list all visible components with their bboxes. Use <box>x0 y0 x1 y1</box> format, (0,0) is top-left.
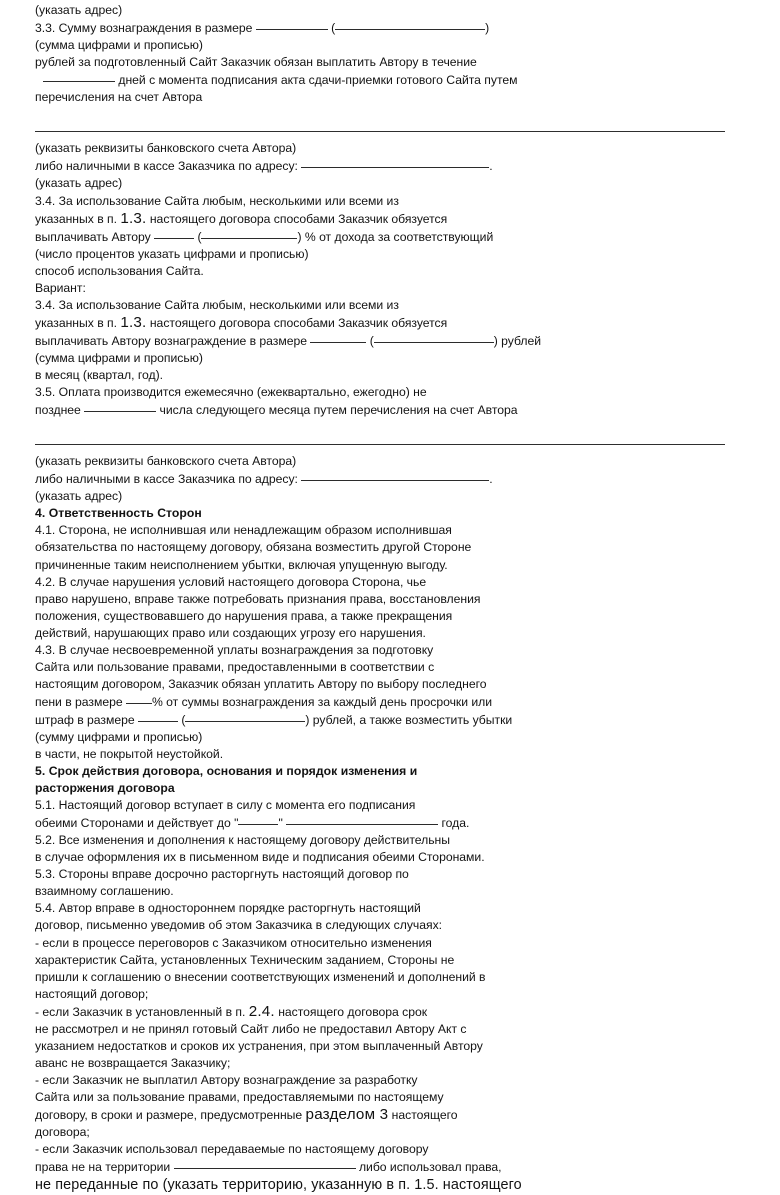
text-line: (указать адрес) <box>35 3 123 17</box>
line-text: ) рублей, а также возместить убытки <box>305 712 513 727</box>
line-text: ( <box>327 21 336 36</box>
line-text: штраф в размере <box>35 712 138 727</box>
text-line-clause-3-4-variant: 3.4. За использование Сайта любым, несколькими или всеми из <box>35 297 399 312</box>
line-text: выплачивать Автору <box>35 229 155 244</box>
text-line-valid-until <box>35 814 763 832</box>
line-text: . <box>489 159 493 174</box>
blank-field-days[interactable] <box>43 71 115 82</box>
section-heading-5-line-2: расторжения договора <box>35 781 175 796</box>
blank-field-cash-address[interactable] <box>301 157 489 168</box>
document-text-body <box>35 2 763 1195</box>
text-line-bullet: - если Заказчик использовал передаваемые по настоящему договору <box>35 1142 429 1157</box>
text-line-hint: (сумма цифрами и прописью) <box>35 350 203 365</box>
text-line: положения, существовавшего до нарушения права, а также прекращения <box>35 608 453 623</box>
blank-field-percent-words[interactable] <box>201 228 297 239</box>
text-line-payment-day <box>35 401 763 419</box>
line-text: ( <box>366 333 374 348</box>
blank-field-amount-digits[interactable] <box>256 19 328 30</box>
text-line-clause-5-1: 5.1. Настоящий договор вступает в силу с момента его подписания <box>35 798 416 813</box>
line-text: числа следующего месяца путем перечисления на счет Автора <box>156 403 518 418</box>
line-text: % от суммы вознаграждения за каждый день просрочки или <box>151 694 493 709</box>
line-text: ) рублей <box>493 333 542 348</box>
text-line: пришли к соглашению о внесении соответствующих изменений и дополнений в <box>35 969 486 984</box>
text-line: рублей за подготовленный Сайт Заказчик обязан выплатить Автору в течение <box>35 55 477 70</box>
line-text: либо наличными в кассе Заказчика по адресу: <box>35 159 302 174</box>
text-line-penalty-percent <box>35 693 763 711</box>
clause-reference-1-3: 1.3. <box>120 313 147 331</box>
blank-field-reward-digits[interactable] <box>310 332 366 343</box>
line-text: дней с момента подписания акта сдачи-приемки готового Сайта путем <box>115 73 518 88</box>
clause-reference-2-4: 2.4. <box>248 1002 275 1020</box>
line-text: - если Заказчик в установленный в п. <box>35 1004 249 1019</box>
text-line-ref-1-3 <box>35 314 763 332</box>
text-line: право нарушено, вправе также потребовать признания права, восстановления <box>35 591 481 606</box>
text-line: в случае оформления их в письменном виде и подписания обеими Сторонами. <box>35 850 485 865</box>
blank-field-penalty-percent[interactable] <box>126 693 152 704</box>
line-text: пени в размере <box>35 694 126 709</box>
text-line: договора; <box>35 1125 90 1140</box>
line-text: указанных в п. <box>35 211 121 226</box>
text-line-hint: (сумму цифрами и прописью) <box>35 729 203 744</box>
text-line-clause-5-3: 5.3. Стороны вправе досрочно расторгнуть настоящий договор по <box>35 867 409 882</box>
text-line: взаимному соглашению. <box>35 884 174 899</box>
blank-field-cash-address[interactable] <box>301 470 489 481</box>
section-heading-5-line-1: 5. Срок действия договора, основания и порядок изменения и <box>35 764 418 779</box>
blank-field-day[interactable] <box>238 814 278 825</box>
blank-spacer <box>35 419 763 436</box>
blank-field-fine-words[interactable] <box>185 711 305 722</box>
text-line-hint: (сумма цифрами и прописью) <box>35 38 203 53</box>
line-text: 3.3. Сумму вознаграждения в размере <box>35 21 256 36</box>
line-text: либо наличными в кассе Заказчика по адресу: <box>35 472 302 487</box>
line-text: ( <box>177 712 186 727</box>
line-text: ) % от дохода за соответствующий <box>297 229 494 244</box>
blank-field-territory[interactable] <box>174 1158 356 1169</box>
clause-reference-1-3: 1.3. <box>120 209 147 227</box>
text-line: аванс не возвращается Заказчику; <box>35 1055 231 1070</box>
horizontal-rule-bank-details <box>35 131 725 132</box>
text-line-last-clipped: не переданные по (указать территорию, указанную в п. 1.5. настоящего <box>35 1177 522 1194</box>
blank-field-amount-words[interactable] <box>335 19 485 30</box>
text-line: действий, нарушающих право или создающих угрозу его нарушения. <box>35 625 426 640</box>
text-line: не рассмотрел и не принял готовый Сайт либо не предоставил Автору Акт с <box>35 1021 467 1036</box>
line-text: ( <box>194 229 202 244</box>
text-line-clause-3-3 <box>35 19 763 37</box>
line-text: выплачивать Автору вознаграждение в размере <box>35 333 311 348</box>
text-line-clause-3-5: 3.5. Оплата производится ежемесячно (ежеквартально, ежегодно) не <box>35 385 427 400</box>
text-line-cash-address <box>35 157 763 175</box>
text-line: Сайта или пользование правами, предоставленными в соответствии с <box>35 659 435 674</box>
rule-row-bank-details-1 <box>35 123 763 140</box>
line-text: настоящего договора срок <box>274 1004 428 1019</box>
text-line-fine <box>35 711 763 729</box>
text-line: перечисления на счет Автора <box>35 90 203 105</box>
text-line: указанием недостатков и сроков их устранения, при этом выплаченный Автору <box>35 1038 483 1053</box>
text-line-clause-3-4: 3.4. За использование Сайта любым, несколькими или всеми из <box>35 193 399 208</box>
rule-row-bank-details-2 <box>35 436 763 453</box>
text-line: обязательства по настоящему договору, обязана возместить другой Стороне <box>35 540 472 555</box>
text-line-days <box>35 71 763 89</box>
text-line: в месяц (квартал, год). <box>35 367 163 382</box>
horizontal-rule-bank-details <box>35 444 725 445</box>
line-text: настоящего договора способами Заказчик обязуется <box>146 315 448 330</box>
line-text: позднее <box>35 403 85 418</box>
blank-field-reward-words[interactable] <box>374 332 494 343</box>
section-reference-3: разделом 3 <box>305 1106 389 1123</box>
text-line-hint: (указать реквизиты банковского счета Автора) <box>35 454 297 469</box>
text-line-reward <box>35 332 763 350</box>
text-line-bullet: - если Заказчик не выплатил Автору вознаграждение за разработку <box>35 1072 418 1087</box>
text-line-territory <box>35 1158 763 1176</box>
line-text: права не на территории <box>35 1160 174 1175</box>
blank-spacer <box>35 106 763 123</box>
text-line-bullet-ref-2-4 <box>35 1003 763 1021</box>
blank-field-percent-digits[interactable] <box>154 228 194 239</box>
text-line-clause-5-4: 5.4. Автор вправе в одностороннем порядке расторгнуть настоящий <box>35 901 421 916</box>
line-text: договору, в сроки и размере, предусмотренные <box>35 1108 306 1122</box>
line-text: настоящего договора способами Заказчик обязуется <box>146 211 448 226</box>
line-text: указанных в п. <box>35 315 121 330</box>
line-text: обеими Сторонами и действует до " <box>35 816 239 831</box>
text-line: Сайта или за пользование правами, предоставляемыми по настоящему <box>35 1089 444 1104</box>
text-line-clause-4-1: 4.1. Сторона, не исполнившая или ненадлежащим образом исполнившая <box>35 523 452 538</box>
text-line-ref-section-3 <box>35 1106 763 1124</box>
blank-field-fine-digits[interactable] <box>138 711 178 722</box>
text-line: в части, не покрытой неустойкой. <box>35 747 224 762</box>
text-line: характеристик Сайта, установленных Техническим заданием, Стороны не <box>35 952 455 967</box>
text-line-cash-address <box>35 470 763 488</box>
blank-field-payment-day[interactable] <box>84 401 156 412</box>
text-line: договор, письменно уведомив об этом Заказчика в следующих случаях: <box>35 918 443 933</box>
text-line-hint: (число процентов указать цифрами и прописью) <box>35 246 309 261</box>
line-text: настоящего <box>388 1108 458 1122</box>
line-text: " <box>278 816 287 831</box>
text-line: причиненные таким неисполнением убытки, включая упущенную выгоду. <box>35 557 448 572</box>
text-line-clause-4-3: 4.3. В случае несвоевременной уплаты вознаграждения за подготовку <box>35 642 434 657</box>
blank-field-month-year[interactable] <box>286 814 438 825</box>
section-heading-4: 4. Ответственность Сторон <box>35 506 202 521</box>
line-text: . <box>489 472 493 487</box>
text-line: настоящий договор; <box>35 986 149 1001</box>
text-line-clause-5-2: 5.2. Все изменения и дополнения к настоящему договору действительны <box>35 833 450 848</box>
text-line-clause-4-2: 4.2. В случае нарушения условий настоящего договора Сторона, чье <box>35 574 427 589</box>
text-line-hint: (указать адрес) <box>35 489 123 504</box>
text-line-variant-label: Вариант: <box>35 280 86 295</box>
text-line-hint: (указать реквизиты банковского счета Автора) <box>35 141 297 156</box>
text-line: настоящим договором, Заказчик обязан уплатить Автору по выбору последнего <box>35 676 487 691</box>
text-line-hint: (указать адрес) <box>35 176 123 191</box>
line-text: ) <box>485 21 490 36</box>
text-line-percent <box>35 228 763 246</box>
line-text: года. <box>438 816 470 831</box>
text-line-bullet: - если в процессе переговоров с Заказчиком относительно изменения <box>35 935 432 950</box>
text-line: способ использования Сайта. <box>35 263 204 278</box>
text-line-ref-1-3 <box>35 210 763 228</box>
line-text: либо использовал права, <box>355 1160 502 1175</box>
